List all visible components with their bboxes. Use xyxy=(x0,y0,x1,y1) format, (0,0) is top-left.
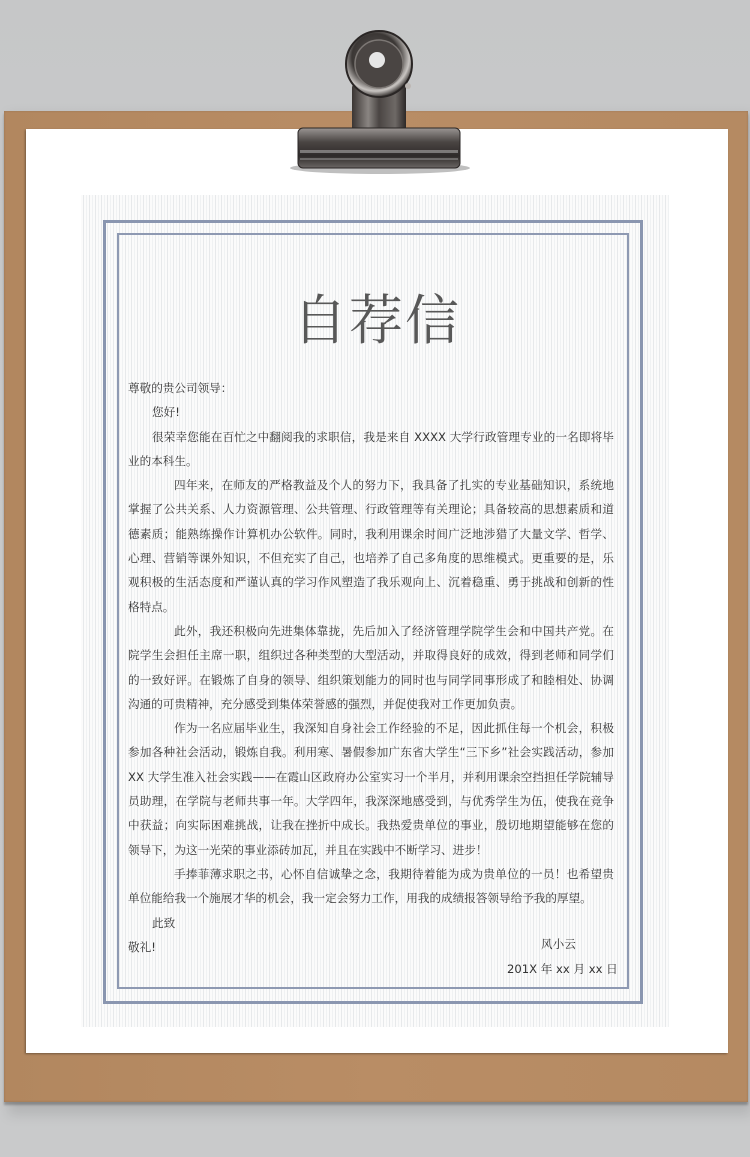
greeting: 您好! xyxy=(152,405,180,420)
signature-name: 风小云 xyxy=(541,937,576,951)
paragraph-3: 此外，我还积极向先进集体靠拢，先后加入了经济管理学院学生会和中国共产党。在院学生会担任主席一职，组织过各种类型的大型活动，并取得良好的成效，得到老师和同学们的一致好评。在锻炼了自身的领导、组织策划能力的同时也与同学同事形成了和睦相处、协调沟通的可贵精神，充分感受到集体荣誉感的强烈，并促使我对工作更加负责。 xyxy=(128,623,614,711)
paragraph-1: 很荣幸您能在百忙之中翻阅我的求职信，我是来自 XXXX 大学行政管理专业的一名即将毕业的本科生。 xyxy=(128,429,614,468)
paragraph-2: 四年来，在师友的严格教益及个人的努力下，我具备了扎实的专业基础知识，系统地掌握了公共关系、人力资源管理、公共管理、行政管理等有关理论；具备较高的思想素质和道德素质；能熟练操作计算机办公软件。同时，我利用课余时间广泛地涉猎了大量文学、哲学、心理、营销等课外知识，不但充实了自己，也培养了自己多角度的思维模式。更重要的是，乐观积极的生活态度和严谨认真的学习作风塑造了我乐观向上、沉着稳重、勇于挑战和创新的性格特点。 xyxy=(128,478,614,614)
signature-date: 201X 年 xx 月 xx 日 xyxy=(507,962,618,976)
page-title: 自荐信 xyxy=(293,289,461,352)
paragraph-4: 作为一名应届毕业生，我深知自身社会工作经验的不足，因此抓住每一个机会，积极参加各种社会活动，锻炼自我。利用寒、暑假参加广东省大学生“三下乡”社会实践活动，参加 XX 大学生准入社会实践——在霞山区政府办公室实习一个半月，并利用课余空挡担任学院辅导员助理，在学院与老师共事一年。大学四年，我深深地感受到，与优秀学生为伍，使我在竞争中获益；向实际困难挑战，让我在挫折中成长。我热爱贵单位的事业，殷切地期望能够在您的领导下，为这一光荣的事业添砖加瓦，并且在实践中不断学习、进步！ xyxy=(128,721,614,857)
letter-paper xyxy=(26,129,728,1053)
salutation: 尊敬的贵公司领导： xyxy=(128,381,233,395)
closing-line-2: 敬礼! xyxy=(128,939,156,954)
letter-body xyxy=(128,376,614,959)
paragraph-5: 手捧菲薄求职之书，心怀自信诚挚之念，我期待着能为成为贵单位的一员！也希望贵单位能给我一个施展才华的机会，我一定会努力工作，用我的成绩报答领导给予我的厚望。 xyxy=(128,866,614,906)
closing-line-1: 此致 xyxy=(152,915,176,930)
